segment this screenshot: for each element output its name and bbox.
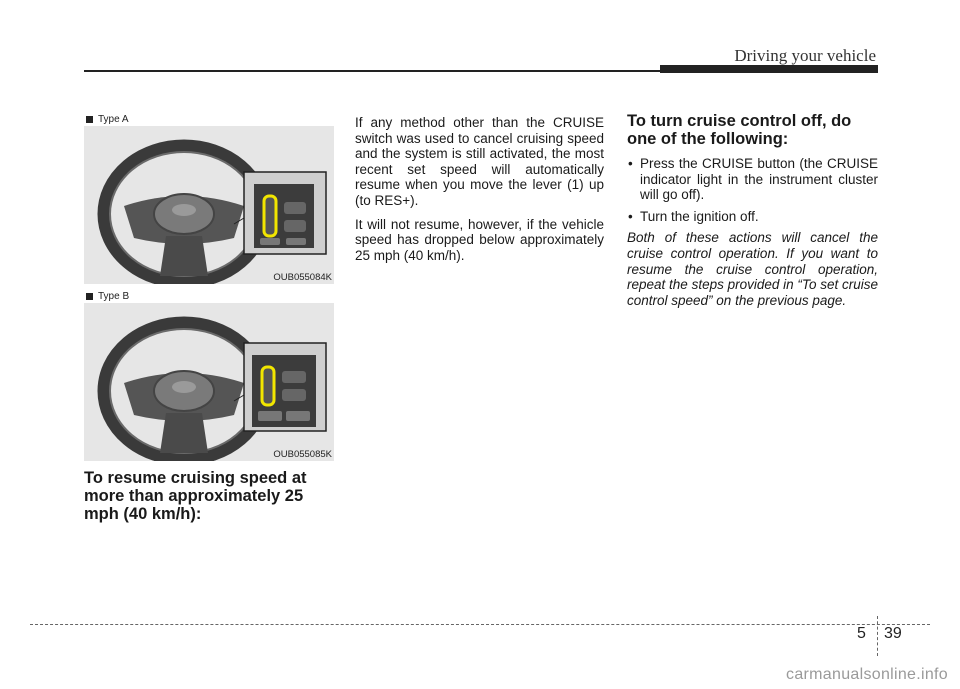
turn-off-heading: To turn cruise control off, do one of the following: [627, 112, 852, 148]
figure-b-label [84, 289, 334, 303]
steering-wheel-illustration [84, 126, 334, 284]
resume-paragraph-1: If any method other than the CRUISE switch was used to cancel cruising speed and the system is still activated, the most recent set speed will automatically resume when you move the lever (1) up (to RES+). [355, 115, 604, 208]
figure-a-type: Type A [98, 113, 129, 125]
header-bar [660, 65, 878, 73]
figure-b-steering-wheel [84, 303, 334, 461]
footer-rule [30, 624, 930, 625]
figure-b-code: OUB055085K [273, 449, 332, 460]
figure-a-label [84, 112, 334, 126]
resume-paragraph-2: It will not resume, however, if the vehicle speed has dropped below approximately 25 mph (40 km/h). [355, 216, 604, 263]
left-column [84, 112, 334, 523]
list-item: • Press the CRUISE button (the CRUISE indicator light in the instrument cluster will go off). [627, 156, 878, 203]
square-bullet-icon [86, 293, 93, 300]
steering-wheel-illustration [84, 303, 334, 461]
resume-heading: To resume cruising speed at more than approximately 25 mph (40 km/h): [84, 469, 307, 523]
watermark: carmanualsonline.info [786, 666, 948, 683]
figure-b-type: Type B [98, 290, 130, 302]
right-column [627, 112, 878, 308]
section-title: Driving your vehicle [734, 46, 876, 65]
figure-a-code: OUB055084K [273, 272, 332, 283]
chapter-number: 5 [857, 625, 866, 642]
cancel-note: Both of these actions will cancel the cruise control operation. If you want to resume the cruise control operation, repeat the steps provided in “To set cruise control speed” on the previous page. [627, 230, 878, 308]
turn-off-list [627, 156, 878, 224]
page-number: 39 [884, 625, 902, 642]
footer-divider [877, 616, 878, 656]
middle-column [355, 115, 604, 271]
header-rule [84, 70, 660, 72]
square-bullet-icon [86, 116, 93, 123]
figure-a-steering-wheel [84, 126, 334, 284]
list-item: • Turn the ignition off. [627, 209, 878, 225]
